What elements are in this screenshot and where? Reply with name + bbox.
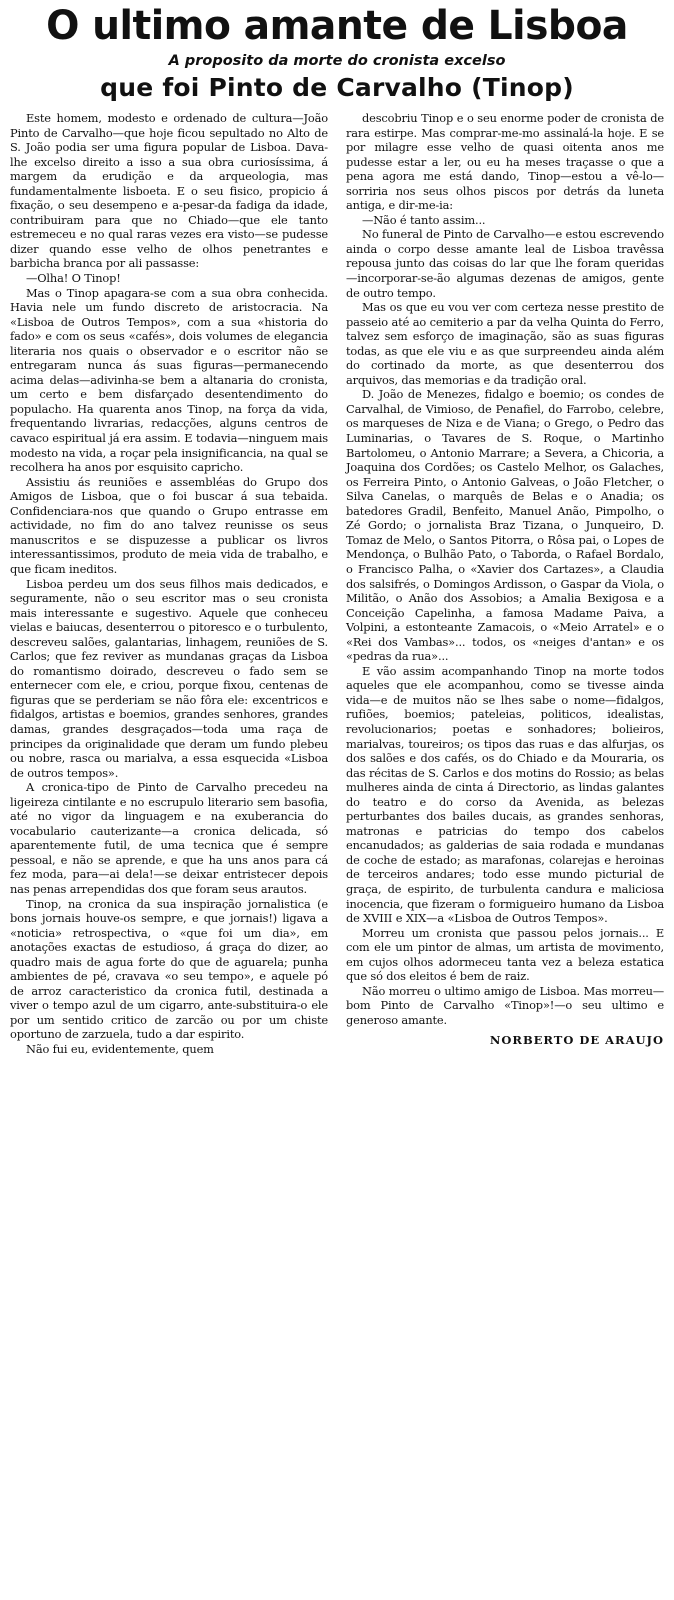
- paragraph: Assistiu ás reuniões e assembléas do Grupo dos Amigos de Lisboa, que o foi buscar á sua tebaida. Confidenciara-nos que quando o Grupo entrasse em actividade, no fim do ano talvez reunisse os seus manuscritos e se dispuzesse a publicar os livros interessantissimos, produto de meia vida de trabalho, e que ficam ineditos.: [10, 474, 328, 576]
- byline: NORBERTO DE ARAUJO: [489, 1033, 664, 1048]
- right-column: [346, 111, 664, 1057]
- paragraph: E vão assim acompanhando Tinop na morte todos aqueles que ele acompanhou, como se tivesse ainda vida—e de muitos não se lhes sabe o nome—fidalgos, rufiões, boemios; pateleias, politicos, idealistas, revolucionarios; poetas e sonhadores; bolieiros, marialvas, toureiros; os tipos das ruas e das alfurjas, os dos salões e dos cafés, os do Chiado e da Mouraria, os das récitas de S. Carlos e dos motins do Rossio; as belas mulheres ainda de cinta á Directorio, as lindas galantes do teatro e do corso da Avenida, as belezas perturbantes dos bailes ducais, as grandes senhoras, matronas e patricias do tempo dos cabelos encanudados; as galderias de saia rodada e mundanas de coche de estado; as marafonas, colarejas e heroinas de terceiros andares; todo esse mundo picturial de graça, de espirito, de turbulenta candura e maliciosa inocencia, que fizeram o formigueiro humano da Lisboa de XVIII e XIX—a «Lisboa de Outros Tempos».: [346, 663, 664, 926]
- paragraph: Mas os que eu vou ver com certeza nesse prestito de passeio até ao cemiterio a par da velha Quinta do Ferro, talvez sem esforço de imaginação, são as suas figuras todas, as que ele viu e as que surpreendeu ainda além do cortinado da morte, as que desenterrou dos arquivos, das memorias e da tradição oral.: [346, 300, 664, 387]
- paragraph: Lisboa perdeu um dos seus filhos mais dedicados, e seguramente, não o seu escritor mas o seu cronista mais interessante e sugestivo. Aquele que conheceu vielas e baiucas, desenterrou o pitoresco e o turbulento, descreveu salões, galantarias, linhagem, reuniões de S. Carlos; que fez reviver as mundanas graças da Lisboa do romantismo doirado, descreveu o fado sem se enternecer com ele, e criou, porque fixou, centenas de figuras que se perderiam se não fôra ele: excentricos e fidalgos, artistas e boemios, grandes senhores, grandes damas, grandes desgraçados—toda uma raça de principes da originalidade que deram um fundo plebeu ou nobre, rasca ou marialva, a essa esquecida «Lisboa de outros tempos».: [10, 576, 328, 780]
- paragraph: —Olha! O Tinop!: [26, 271, 121, 286]
- paragraph: —Não é tanto assim...: [362, 212, 486, 227]
- paragraph: Este homem, modesto e ordenado de cultura—João Pinto de Carvalho—que hoje ficou sepultado no Alto de S. João podia ser uma figura popular de Lisboa. Dava-lhe excelso direito a isso a sua obra curiosíssima, á margem da erudição e da arqueologia, mas fundamentalmente lisboeta. E o seu fisico, propicio á fixação, o seu desempeno e a-pesar-da fadiga da idade, contribuiram para que no Chiado—que ele tanto estremeceu e no qual raras vezes era visto—se pudesse dizer quando esse velho de olhos penetrantes e barbicha branca por ali passasse:: [10, 111, 328, 271]
- headline: O ultimo amante de Lisboa: [46, 3, 628, 49]
- subtitle-2: que foi Pinto de Carvalho (Tinop): [100, 73, 574, 102]
- paragraph: Tinop, na cronica da sua inspiração jornalistica (e bons jornais houve-os sempre, e que jornais!) ligava a «noticia» retrospectiva, o «que foi um dia», em anotações exactas de estudioso, á graça do dizer, ao quadro mais de agua forte do que de aguarela; punha ambientes de pé, cravava «o seu tempo», e aquele pó de arroz caracteristico da cronica futil, destinada a viver o tempo azul de um cigarro, ante-substituira-o ele por um sentido critico de zarcão ou por um chiste oportuno de zarzuela, tudo a dar espirito.: [10, 896, 328, 1042]
- paragraph: A cronica-tipo de Pinto de Carvalho precedeu na ligeireza cintilante e no escrupulo literario sem basofia, até no vigor da linguagem e na exuberancia do vocabulario cauterizante—a cronica delicada, só aparentemente futil, de uma tecnica que é sempre pessoal, e não se aprende, e que ha uns anos para cá fez moda, para—ai dela!—se deixar entristecer depois nas penas arrependidas dos que foram seus arautos.: [10, 780, 328, 896]
- article-body: [10, 111, 664, 1057]
- subtitle: A proposito da morte do cronista excelso: [168, 53, 506, 69]
- left-column: [10, 111, 328, 1057]
- paragraph: Morreu um cronista que passou pelos jornais... E com ele um pintor de almas, um artista de movimento, em cujos olhos adormeceu tanta vez a beleza estatica que só dos eleitos é bem de raiz.: [346, 925, 664, 984]
- paragraph: No funeral de Pinto de Carvalho—e estou escrevendo ainda o corpo desse amante leal de Lisboa travêssa repousa junto das coisas do lar que lhe foram queridas—incorporar-se-ão algumas dezenas de amigos, gente de outro tempo.: [346, 227, 664, 300]
- paragraph: Não morreu o ultimo amigo de Lisboa. Mas morreu—bom Pinto de Carvalho «Tinop»!—o seu ultimo e generoso amante.: [346, 983, 664, 1027]
- paragraph: Não fui eu, evidentemente, quem: [26, 1042, 214, 1056]
- paragraph: Mas o Tinop apagara-se com a sua obra conhecida. Havia nele um fundo discreto de aristocracia. Na «Lisboa de Outros Tempos», com a sua «historia do fado» e com os seus «cafés», dois volumes de elegancia literaria nos quais o observador e o escritor não se entregaram nunca ás suas figuras—permanecendo acima delas—adivinha-se bem a altanaria do cronista, um certo e bem disfarçado desentendimento do populacho. Ha quarenta anos Tinop, na força da vida, frequentando livrarias, redacções, alguns centros de cavaco espiritual já era assim. E todavia—ninguem mais modesto na vida, a roçar pela insignificancia, na qual se recolhera ha anos por esquisito capricho.: [10, 285, 328, 475]
- paragraph: D. João de Menezes, fidalgo e boemio; os condes de Carvalhal, de Vimioso, de Penafiel, do Farrobo, celebre, os marqueses de Niza e de Viana; o Grego, o Pedro das Luminarias, o Tavares de S. Roque, o Martinho Bartolomeu, o Antonio Marrare; a Severa, a Chicoria, a Joaquina dos Cordões; os Castelo Melhor, os Galaches, os Ferreira Pinto, o Antonio Galveas, o João Fletcher, o Silva Canelas, o marquês de Belas e o Anadia; os batedores Gradil, Benfeito, Manuel Anão, Pimpolho, o Zé Gordo; o jornalista Braz Tizana, o Junqueiro, D. Tomaz de Melo, o Santos Pitorra, o Rôsa pai, o Lopes de Mendonça, o Bulhão Pato, o Taborda, o Rafael Bordalo, o Francisco Palha, o «Xavier dos Cartazes», a Claudia dos salsifrés, o Domingos Ardisson, o Gaspar da Viola, o Militão, o Anão dos Assobios; a Amalia Bexigosa e a Conceição Capelinha, a famosa Madame Paiva, a Volpini, a estonteante Zamacois, o «Meio Arratel» e o «Rei dos Vambas»... todos, os «neiges d'antan» e os «pedras da rua»...: [346, 387, 664, 664]
- paragraph: descobriu Tinop e o seu enorme poder de cronista de rara estirpe. Mas comprar-me-mo assinalá-la hoje. E se por milagre esse velho de quasi oitenta anos me pudesse estar a ler, ou eu ha meses traçasse o que a pena agora me está dando, Tinop—estou a vê-lo—sorriria nos seus olhos piscos por detrás da luneta antiga, e dir-me-ia:: [346, 111, 664, 213]
